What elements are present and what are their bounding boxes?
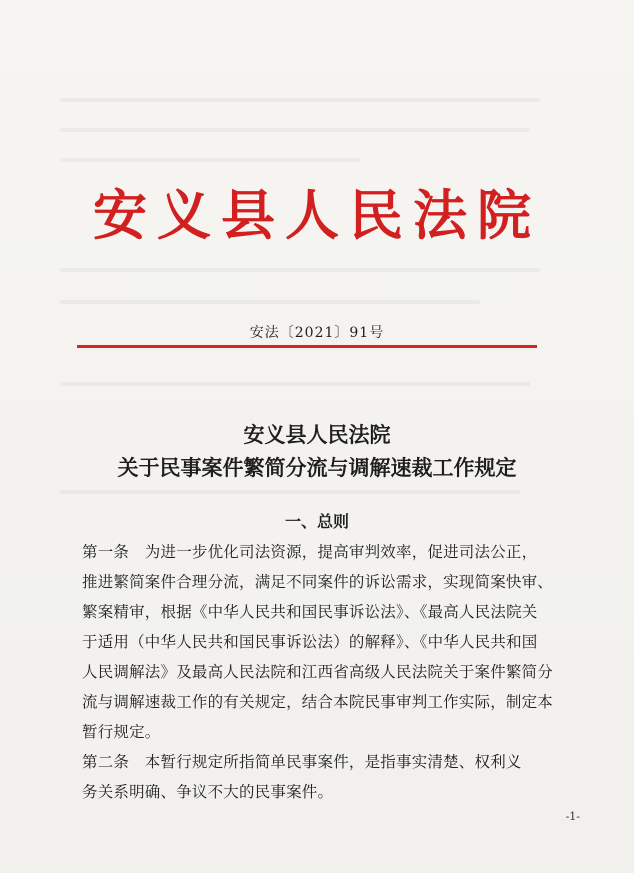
document-title-line-2: 关于民事案件繁简分流与调解速裁工作规定 [117, 455, 517, 480]
bleed-through-mark [60, 268, 540, 272]
body-text-line: 人民调解法》及最高人民法院和江西省高级人民法院关于案件繁简分 [82, 663, 554, 681]
body-text-line: 第一条 为进一步优化司法资源，提高审判效率，促进司法公正， [82, 543, 538, 561]
body-text-line: 推进繁简案件合理分流，满足不同案件的诉讼需求，实现简案快审、 [82, 573, 554, 591]
red-separator-rule [77, 345, 537, 348]
bleed-through-mark [60, 300, 480, 304]
document-title-line-1: 安义县人民法院 [243, 422, 391, 447]
bleed-through-mark [60, 382, 530, 386]
section-heading: 一、总则 [284, 512, 349, 531]
page-number: -1- [565, 810, 580, 823]
document-number: 安法〔2021〕91号 [249, 325, 385, 341]
body-text-line: 流与调解速裁工作的有关规定，结合本院民事审判工作实际，制定本 [82, 693, 554, 711]
body-text-line: 于适用（中华人民共和国民事诉讼法）的解释》、《中华人民共和国 [82, 633, 538, 651]
bleed-through-mark [60, 158, 360, 162]
bleed-through-mark [60, 128, 530, 132]
bleed-through-mark [60, 98, 540, 102]
body-text-line: 暂行规定。 [82, 723, 161, 741]
body-text-line: 第二条 本暂行规定所指简单民事案件，是指事实清楚、权利义 [82, 753, 522, 771]
issuing-authority-header: 安义县人民法院 [93, 183, 541, 247]
bleed-through-mark [60, 490, 520, 494]
body-text-line: 繁案精审，根据《中华人民共和国民事诉讼法》、《最高人民法院关 [82, 603, 538, 621]
body-text-line: 务关系明确、争议不大的民事案件。 [82, 783, 334, 801]
